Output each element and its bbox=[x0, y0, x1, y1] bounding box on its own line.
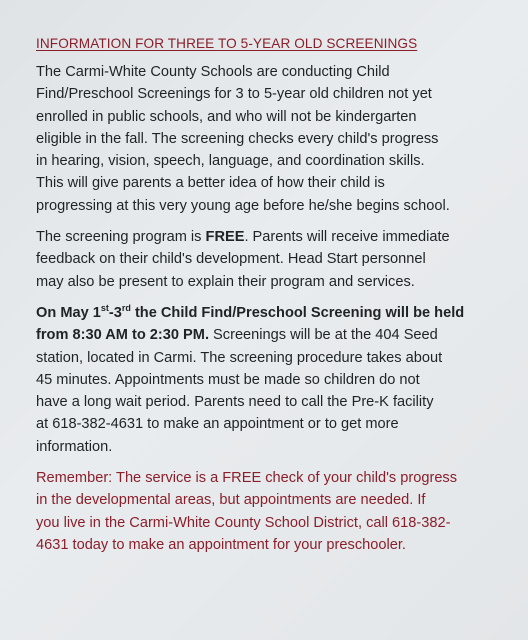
intro-line: The Carmi-White County Schools are conducting Child bbox=[36, 64, 390, 80]
intro-line: This will give parents a better idea of how their child is bbox=[36, 175, 385, 192]
schedule-line: at 618-382-4631 to make an appointment or to get more bbox=[36, 416, 399, 433]
date-superscript: st bbox=[100, 303, 109, 314]
date-text: On May 1 bbox=[36, 304, 101, 321]
intro-line: eligible in the fall. The screening checks every child's progress bbox=[36, 130, 439, 147]
intro-line: in hearing, vision, speech, language, and coordination skills. bbox=[36, 153, 425, 170]
reminder-line: Remember: The service is a FREE check of your child's progress bbox=[36, 470, 458, 487]
reminder-line: 4631 today to make an appointment for your preschooler. bbox=[36, 536, 406, 553]
schedule-paragraph bbox=[36, 302, 508, 458]
schedule-location-text: Screenings will be at the 404 Seed bbox=[209, 327, 438, 344]
schedule-date-line bbox=[36, 302, 508, 324]
schedule-line: have a long wait period. Parents need to call the Pre-K facility bbox=[36, 394, 434, 411]
date-text: the Child Find/Preschool Screening will be held bbox=[130, 304, 465, 321]
schedule-line: information. bbox=[36, 438, 113, 455]
free-program-line bbox=[36, 226, 508, 248]
intro-line: enrolled in public schools, and who will not be kindergarten bbox=[36, 108, 417, 125]
intro-line: progressing at this very young age before he/she begins school. bbox=[36, 197, 450, 214]
schedule-date-bold bbox=[36, 305, 464, 321]
schedule-line: 45 minutes. Appointments must be made so children do not bbox=[36, 371, 420, 388]
schedule-time-bold: from 8:30 AM to 2:30 PM. bbox=[36, 327, 209, 344]
reminder-line: you live in the Carmi-White County School District, call 618-382- bbox=[36, 514, 451, 531]
free-program-line: feedback on their child's development. Head Start personnel bbox=[36, 251, 426, 268]
date-superscript: rd bbox=[121, 303, 131, 314]
free-program-line: may also be present to explain their program and services. bbox=[36, 273, 415, 290]
schedule-line: station, located in Carmi. The screening procedure takes about bbox=[36, 349, 443, 366]
schedule-time-line bbox=[36, 324, 508, 346]
free-program-text: The screening program is bbox=[36, 229, 206, 246]
free-emphasis: FREE bbox=[205, 229, 245, 246]
intro-line: Find/Preschool Screenings for 3 to 5-year old children not yet bbox=[36, 86, 432, 103]
reminder-paragraph bbox=[36, 467, 508, 556]
flyer-heading: INFORMATION FOR THREE TO 5-YEAR OLD SCREENINGS bbox=[36, 36, 418, 51]
free-program-text: . Parents will receive immediate bbox=[244, 229, 450, 246]
free-program-paragraph bbox=[36, 226, 508, 293]
intro-paragraph bbox=[36, 61, 508, 217]
reminder-line: in the developmental areas, but appointments are needed. If bbox=[36, 492, 426, 509]
date-text: -3 bbox=[108, 304, 122, 321]
